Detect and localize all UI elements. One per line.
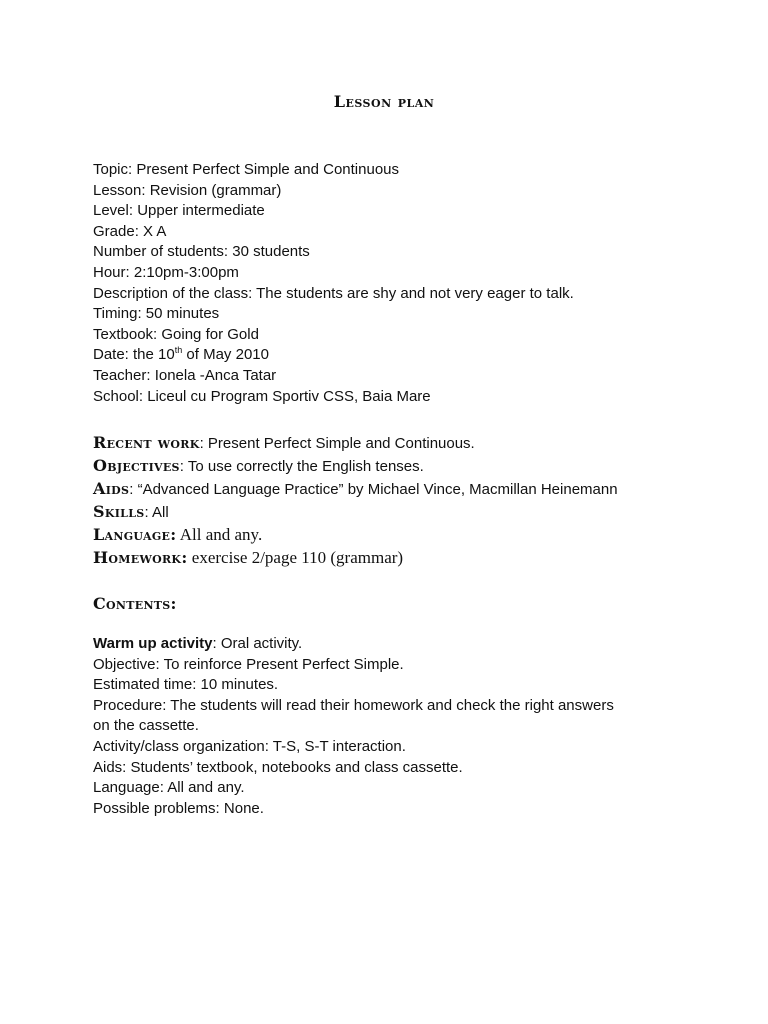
school-line: School: Liceul cu Program Sportiv CSS, Baia Mare [93, 387, 431, 405]
students-line: Number of students: 30 students [93, 243, 310, 261]
possible-problems-line: Possible problems: None. [93, 799, 264, 817]
warm-up-activity [93, 634, 713, 819]
language-colon: : [170, 525, 177, 544]
skills-label: Skills [93, 502, 145, 521]
recent-work-value: : Present Perfect Simple and Continuous. [199, 435, 475, 452]
lesson-details [93, 160, 693, 407]
homework-colon: : [181, 548, 188, 567]
contents-heading: Contents: [93, 594, 177, 613]
textbook-line: Textbook: Going for Gold [93, 325, 259, 343]
date-line [93, 345, 693, 366]
procedure-line: Procedure: The students will read their homework and check the right answers [93, 696, 614, 714]
description-line: Description of the class: The students are shy and not very eager to talk. [93, 284, 574, 302]
homework-line [93, 546, 713, 569]
document-title: Lesson plan [333, 92, 435, 111]
language-label: Language [93, 525, 171, 544]
language-line [93, 523, 713, 546]
organization-line: Activity/class organization: T-S, S-T interaction. [93, 737, 406, 755]
date-prefix: Date: the 10 [93, 346, 175, 364]
warm-up-value: : Oral activity. [212, 635, 303, 652]
date-suffix: of May 2010 [182, 346, 269, 364]
contents-aids-line: Aids: Students’ textbook, notebooks and class cassette. [93, 758, 463, 776]
homework-value: exercise 2/page 110 (grammar) [187, 548, 404, 567]
skills-value: : All [144, 504, 169, 521]
objective-line: Objective: To reinforce Present Perfect Simple. [93, 655, 404, 673]
date-ordinal-suffix: th [174, 345, 183, 356]
level-line: Level: Upper intermediate [93, 202, 265, 220]
hour-line: Hour: 2:10pm-3:00pm [93, 263, 239, 281]
contents-language-line: Language: All and any. [93, 779, 245, 797]
lesson-line: Lesson: Revision (grammar) [93, 181, 282, 199]
objectives-value: : To use correctly the English tenses. [179, 458, 424, 475]
aids-value: : “Advanced Language Practice” by Michael Vince, Macmillan Heinemann [129, 481, 618, 498]
objectives-label: Objectives [93, 456, 180, 475]
recent-work-label: Recent work [93, 433, 200, 452]
homework-label: Homework [93, 548, 182, 567]
procedure-continuation: on the cassette. [93, 717, 199, 735]
warm-up-label: Warm up activity [93, 635, 213, 652]
aids-line [93, 477, 713, 500]
timing-line: Timing: 50 minutes [93, 305, 220, 323]
teacher-line: Teacher: Ionela -Anca Tatar [93, 366, 277, 384]
grade-line: Grade: X A [93, 222, 167, 240]
language-value: All and any. [176, 525, 263, 544]
plan-sections [93, 431, 713, 569]
warm-up-line [93, 634, 713, 655]
estimated-time-line: Estimated time: 10 minutes. [93, 676, 279, 694]
aids-label: Aids [93, 479, 130, 498]
topic-line: Topic: Present Perfect Simple and Continuous [93, 161, 399, 178]
skills-line [93, 500, 713, 523]
recent-work-line [93, 431, 713, 454]
objectives-line [93, 454, 713, 477]
